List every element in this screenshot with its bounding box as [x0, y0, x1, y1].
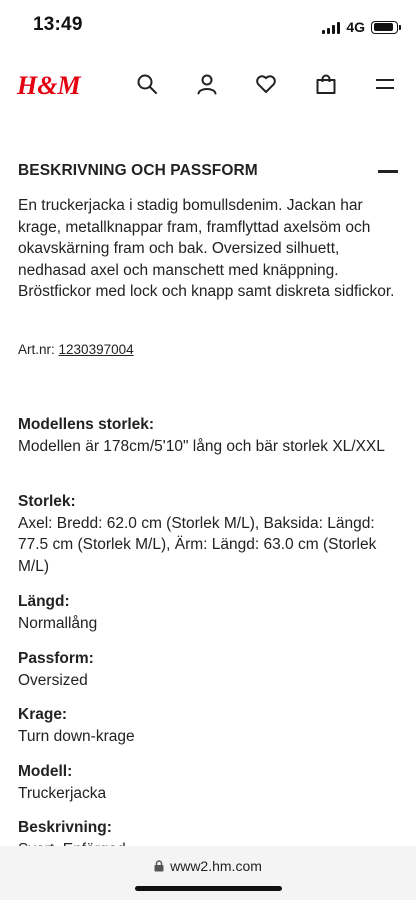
hm-logo[interactable]: [16, 69, 81, 100]
attribute-label: Modellens storlek:: [18, 416, 155, 433]
network-type: 4G: [346, 19, 365, 35]
attribute-value: Axel: Bredd: 62.0 cm (Storlek M/L), Baksida: Längd: 77.5 cm (Storlek M/L), Ärm: Längd: 63.0 cm (Storlek M/L): [18, 514, 377, 575]
shopping-bag-icon[interactable]: [314, 72, 338, 96]
menu-icon[interactable]: [373, 72, 397, 96]
status-time: 13:49: [33, 14, 83, 35]
battery-icon: [371, 21, 398, 34]
attribute-fit: [18, 648, 403, 691]
status-bar: [0, 0, 416, 52]
attribute-label: Storlek:: [18, 493, 76, 510]
attribute-length: [18, 591, 403, 634]
favorites-icon[interactable]: [254, 72, 278, 96]
attribute-size: [18, 491, 403, 577]
attribute-label: Beskrivning:: [18, 819, 112, 836]
attribute-value: Normallång: [18, 614, 98, 632]
browser-url-bar[interactable]: [0, 846, 416, 900]
attribute-label: Längd:: [18, 593, 70, 610]
attribute-value: Turn down-krage: [18, 727, 135, 745]
lock-icon: [154, 859, 164, 875]
attribute-label: Modell:: [18, 763, 73, 780]
attribute-value: Modellen är 178cm/5'10" lång och bär storlek XL/XXL: [18, 437, 385, 455]
attribute-model-size: [18, 414, 403, 457]
product-description-section: [18, 150, 400, 836]
search-icon[interactable]: [135, 72, 159, 96]
url-text: www2.hm.com: [170, 858, 262, 874]
section-header[interactable]: [18, 150, 400, 190]
attribute-value: Oversized: [18, 671, 88, 689]
attribute-value: Truckerjacka: [18, 784, 107, 802]
section-title: BESKRIVNING OCH PASSFORM: [18, 162, 258, 179]
account-icon[interactable]: [195, 72, 219, 96]
home-indicator[interactable]: [135, 886, 282, 891]
attribute-style: [18, 761, 403, 804]
article-number-label: Art.nr:: [18, 342, 55, 357]
logo-text: H&M: [17, 71, 81, 100]
url-display[interactable]: [0, 858, 416, 875]
attribute-label: Passform:: [18, 650, 94, 667]
product-description: En truckerjacka i stadig bomullsdenim. Jackan har krage, metallknappar fram, framflyttad axelsöm och okavskärning fram och bak. Oversized silhuett, nedhasad axel och manschett med knäppning. Bröstfickor med lock och knapp samt diskreta sidfickor.: [18, 197, 395, 300]
collapse-icon[interactable]: [378, 170, 398, 173]
signal-icon: [322, 21, 340, 34]
article-number-link[interactable]: 1230397004: [58, 342, 134, 357]
attribute-label: Krage:: [18, 706, 68, 723]
article-number: [18, 342, 134, 357]
attribute-collar: [18, 704, 403, 747]
status-indicators: [322, 17, 398, 37]
site-header: [0, 56, 416, 112]
